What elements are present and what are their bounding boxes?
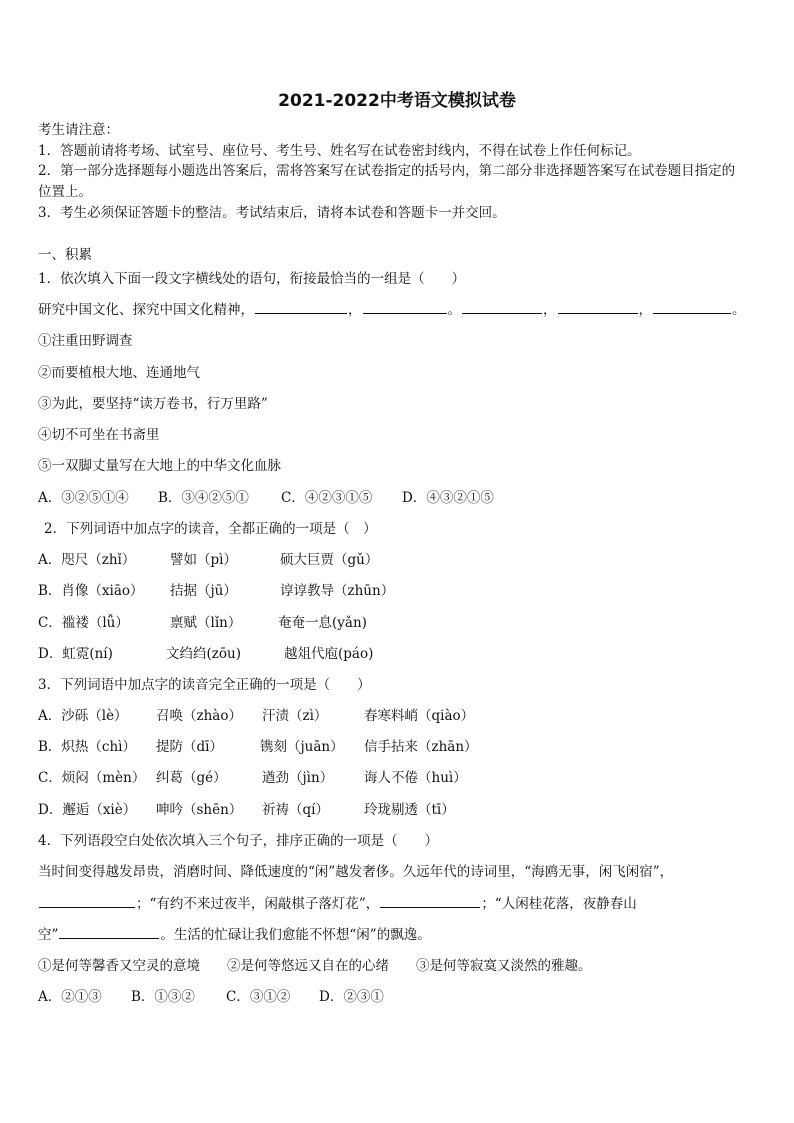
- notice-line-4: 3．考生必须保证答题卡的整洁。考试结束后，请将本试卷和答题卡一并交回。: [38, 205, 506, 221]
- section-heading: 一、积累: [38, 247, 92, 263]
- q4-option-a[interactable]: A．②①③: [38, 989, 102, 1005]
- q4-passage-mid-2: ；“人闲桂花落，夜静春山: [481, 896, 637, 912]
- q2-a-word-2: 譬如（pì）: [170, 552, 237, 568]
- q4-option-c[interactable]: C．③①②: [226, 989, 291, 1005]
- q1-item-5: ⑤一双脚丈量写在大地上的中华文化血脉: [38, 458, 281, 474]
- q1-item-1: ①注重田野调查: [38, 333, 133, 349]
- q1-options: [38, 489, 494, 507]
- q3-a-word-1: A．沙砾（lè）: [38, 708, 128, 724]
- notice-line-1: 1．答题前请将考场、试室号、座位号、考生号、姓名写在试卷密封线内，不得在试卷上作任何标记。: [38, 143, 641, 159]
- q2-b-word-3: 谆谆教导（zhūn）: [280, 583, 395, 599]
- q4-blank-2[interactable]: [380, 895, 480, 908]
- q1-option-b[interactable]: B．③④②⑤①: [158, 490, 249, 506]
- q4-passage-line-3: [38, 926, 431, 944]
- q1-item-3: ③为此，要坚持“读万卷书，行万里路”: [38, 396, 268, 412]
- q1-blank-2[interactable]: [363, 301, 447, 314]
- q4-options: [38, 988, 384, 1006]
- q3-a-word-4: 春寒料峭（qiào）: [364, 708, 475, 724]
- q4-passage-line-2: [38, 895, 637, 913]
- q3-option-d[interactable]: [38, 801, 455, 819]
- q1-sep-1: ，: [348, 302, 362, 318]
- q3-a-word-2: 召唤（zhào）: [156, 708, 242, 724]
- q3-c-word-4: 诲人不倦（huì）: [364, 770, 467, 786]
- q1-option-c[interactable]: C．④②③①⑤: [281, 490, 373, 506]
- q2-option-b[interactable]: [38, 582, 394, 600]
- q2-a-word-3: 硕大巨贾（gǔ）: [280, 552, 379, 568]
- q3-option-c[interactable]: [38, 769, 467, 787]
- notice-line-3: 位置上。: [38, 184, 92, 200]
- page-title: 2021-2022中考语文模拟试卷: [278, 91, 516, 111]
- q3-d-word-2: 呻吟（shēn）: [156, 802, 243, 818]
- q3-d-word-1: D．邂逅（xiè）: [38, 802, 137, 818]
- q3-option-b[interactable]: [38, 738, 478, 756]
- q1-item-4: ④切不可坐在书斋里: [38, 427, 160, 443]
- q3-b-word-1: B．炽热（chì）: [38, 739, 136, 755]
- q3-d-word-4: 玲珑剔透（tī）: [364, 802, 455, 818]
- q2-d-word-2: 文绉绉(zōu): [166, 646, 241, 662]
- q1-item-2: ②而要植根大地、连通地气: [38, 365, 200, 381]
- q4-stem: 4．下列语段空白处依次填入三个句子，排序正确的一项是（ ）: [38, 833, 439, 849]
- q4-blank-1[interactable]: [39, 895, 135, 908]
- notice-heading: 考生请注意：: [38, 122, 119, 138]
- q4-passage-line-1: 当时间变得越发昂贵，消磨时间、降低速度的“闲”越发奢侈。久远年代的诗词里，“海鸥无事，闲飞闲宿”，: [38, 864, 674, 880]
- q2-b-word-2: 拮据（jū）: [170, 583, 237, 599]
- q1-sep-3: ，: [543, 302, 557, 318]
- notice-line-2: 2．第一部分选择题每小题选出答案后，需将答案写在试卷指定的括号内，第二部分非选择题答案写在试卷题目指定的: [38, 163, 736, 179]
- q4-passage-mid-1: ；“有约不来过夜半，闲敲棋子落灯花”，: [136, 896, 380, 912]
- q2-c-word-2: 禀赋（lǐn）: [170, 615, 242, 631]
- q4-passage-start: 空”: [38, 927, 59, 943]
- q3-stem: 3．下列词语中加点字的读音完全正确的一项是（ ）: [38, 677, 371, 693]
- q4-blank-3[interactable]: [59, 926, 159, 939]
- q2-option-a[interactable]: [38, 551, 378, 569]
- q1-blank-1[interactable]: [255, 301, 347, 314]
- q2-d-word-1: D．虹霓(ní): [38, 646, 113, 662]
- q4-option-d[interactable]: D．②③①: [319, 989, 384, 1005]
- q3-a-word-3: 汗渍（zì）: [262, 708, 328, 724]
- q4-passage-end: 。生活的忙碌让我们愈能不怀想“闲”的飘逸。: [160, 927, 431, 943]
- q2-c-word-3: 奄奄一息(yǎn): [278, 615, 367, 631]
- q1-stem: 1．依次填入下面一段文字横线处的语句，衔接最恰当的一组是（ ）: [38, 271, 466, 287]
- q1-option-d[interactable]: D．④③②①⑤: [402, 490, 494, 506]
- q3-b-word-3: 镌刻（juān）: [260, 739, 344, 755]
- q3-d-word-3: 祈祷（qí）: [262, 802, 329, 818]
- q2-a-word-1: A．咫尺（zhǐ）: [38, 552, 136, 568]
- q1-sep-2: 。: [447, 302, 461, 318]
- q2-d-word-3: 越俎代庖(páo): [284, 646, 374, 662]
- q1-passage-start: 研究中国文化、探究中国文化精神，: [38, 302, 254, 318]
- q2-c-word-1: C．褴褛（lǚ）: [38, 615, 129, 631]
- q1-blank-4[interactable]: [558, 301, 638, 314]
- q3-c-word-2: 纠葛（gé）: [156, 770, 227, 786]
- q3-b-word-2: 提防（dī）: [156, 739, 223, 755]
- q1-sep-5: 。: [732, 302, 746, 318]
- q1-blank-3[interactable]: [462, 301, 542, 314]
- q4-option-b[interactable]: B．①③②: [131, 989, 195, 1005]
- q1-passage: [38, 301, 746, 319]
- q1-option-a[interactable]: A．③②⑤①④: [38, 490, 129, 506]
- q2-b-word-1: B．肖像（xiāo）: [38, 583, 144, 599]
- q4-items: ①是何等馨香又空灵的意境 ②是何等悠远又自在的心绪 ③是何等寂寞又淡然的雅趣。: [38, 958, 592, 974]
- q2-option-d[interactable]: [38, 645, 373, 663]
- q1-sep-4: ，: [638, 302, 652, 318]
- q2-stem: 2．下列词语中加点字的读音，全都正确的一项是（ ）: [44, 521, 377, 537]
- q3-b-word-4: 信手拈来（zhān）: [364, 739, 478, 755]
- q1-blank-5[interactable]: [653, 301, 731, 314]
- q3-option-a[interactable]: [38, 707, 474, 725]
- q2-option-c[interactable]: [38, 614, 367, 632]
- q3-c-word-1: C．烦闷（mèn）: [38, 770, 146, 786]
- q3-c-word-3: 遒劲（jìn）: [262, 770, 334, 786]
